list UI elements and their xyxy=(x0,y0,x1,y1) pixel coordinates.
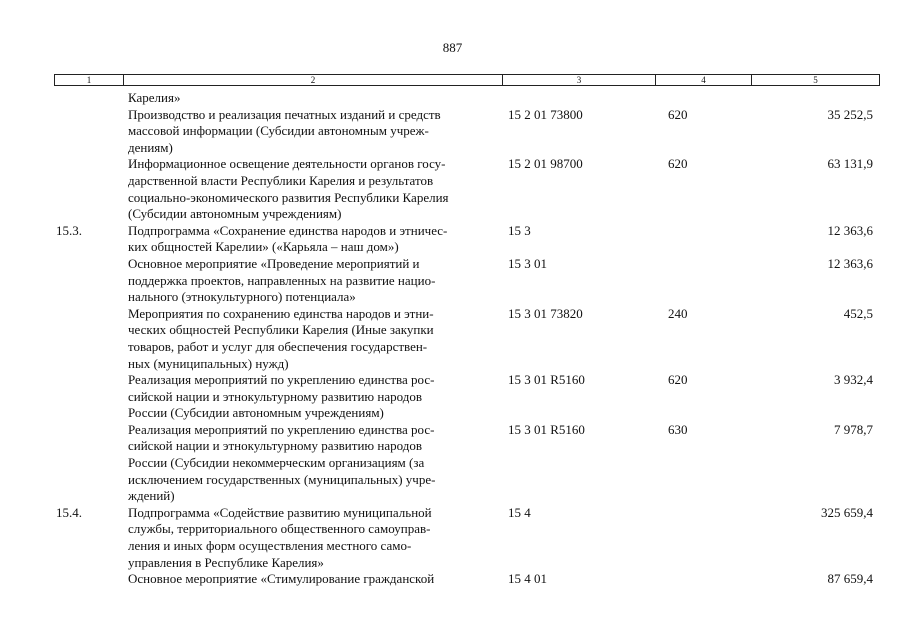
row-name: Производство и реализация печатных изданий и средств массовой информации (Субсидии автономным учреж- дениям) xyxy=(128,106,441,155)
row-expense-type: 620 xyxy=(668,372,688,388)
row-name: Реализация мероприятий по укреплению единства рос- сийской нации и этнокультурному развитию народов России (Субсидии автономным учреждениям) xyxy=(128,372,435,421)
table-row xyxy=(0,256,905,306)
row-code: 15 2 01 98700 xyxy=(508,156,583,172)
header-col-2: 2 xyxy=(124,75,503,85)
table-row xyxy=(0,306,905,372)
table-row xyxy=(0,107,905,157)
row-amount: 3 932,4 xyxy=(834,372,873,388)
row-amount: 325 659,4 xyxy=(821,504,873,520)
row-expense-type: 620 xyxy=(668,156,688,172)
row-code: 15 2 01 73800 xyxy=(508,106,583,122)
row-name: Основное мероприятие «Стимулирование гражданской xyxy=(128,571,435,587)
row-amount: 12 363,6 xyxy=(827,222,873,238)
header-col-5: 5 xyxy=(813,75,818,85)
table-row xyxy=(0,223,905,256)
row-number: 15.3. xyxy=(56,222,82,238)
row-name: Подпрограмма «Содействие развитию муниципальной службы, территориального общественного самоуправ- ления и иных форм осуществления местного само- управления в Республике Карелия» xyxy=(128,504,432,570)
table-row xyxy=(0,156,905,222)
row-code: 15 3 01 xyxy=(508,255,547,271)
table-body xyxy=(0,90,905,588)
row-name: Реализация мероприятий по укреплению единства рос- сийской нации и этнокультурному развитию народов России (Субсидии некоммерческим организациям (за исключением государственных (муниципальных) учре- ждений) xyxy=(128,421,436,504)
row-name: Мероприятия по сохранению единства народов и этни- ческих общностей Республики Карелия (Иные закупки товаров, работ и услуг для обеспечения государствен- ных (муниципальных) нужд) xyxy=(128,305,434,371)
table-row xyxy=(0,372,905,422)
table-row xyxy=(0,571,905,588)
row-amount: 7 978,7 xyxy=(834,421,873,437)
row-expense-type: 630 xyxy=(668,421,688,437)
row-code: 15 3 01 R5160 xyxy=(508,372,585,388)
row-code: 15 4 01 xyxy=(508,571,547,587)
row-name: Карелия» xyxy=(128,90,181,105)
row-code: 15 3 01 R5160 xyxy=(508,421,585,437)
row-expense-type: 620 xyxy=(668,106,688,122)
table-row xyxy=(0,422,905,505)
row-amount: 87 659,4 xyxy=(827,571,873,587)
row-name: Информационное освещение деятельности органов госу- дарственной власти Республики Карелия и результатов социально-экономического развития Республики Карелия (Субсидии автономным учреждениям) xyxy=(128,156,449,222)
row-amount: 12 363,6 xyxy=(827,255,873,271)
table-row xyxy=(0,505,905,571)
row-code: 15 3 01 73820 xyxy=(508,305,583,321)
page-number: 887 xyxy=(442,40,463,55)
row-amount: 63 131,9 xyxy=(827,156,873,172)
header-col-1: 1 xyxy=(55,75,124,85)
row-number: 15.4. xyxy=(56,504,82,520)
row-amount: 452,5 xyxy=(843,305,873,321)
table-row xyxy=(0,90,905,107)
row-name: Подпрограмма «Сохранение единства народов и этничес- ких общностей Карелии» («Карьяла – наш дом») xyxy=(128,222,448,255)
table-header xyxy=(54,74,880,86)
header-col-4: 4 xyxy=(656,75,752,85)
header-col-3: 3 xyxy=(503,75,656,85)
row-amount: 35 252,5 xyxy=(827,106,873,122)
row-expense-type: 240 xyxy=(668,305,688,321)
row-name: Основное мероприятие «Проведение мероприятий и поддержка проектов, направленных на развитие нацио- нального (этнокультурного) потенциала» xyxy=(128,255,436,305)
row-code: 15 3 xyxy=(508,222,531,238)
row-code: 15 4 xyxy=(508,504,531,520)
